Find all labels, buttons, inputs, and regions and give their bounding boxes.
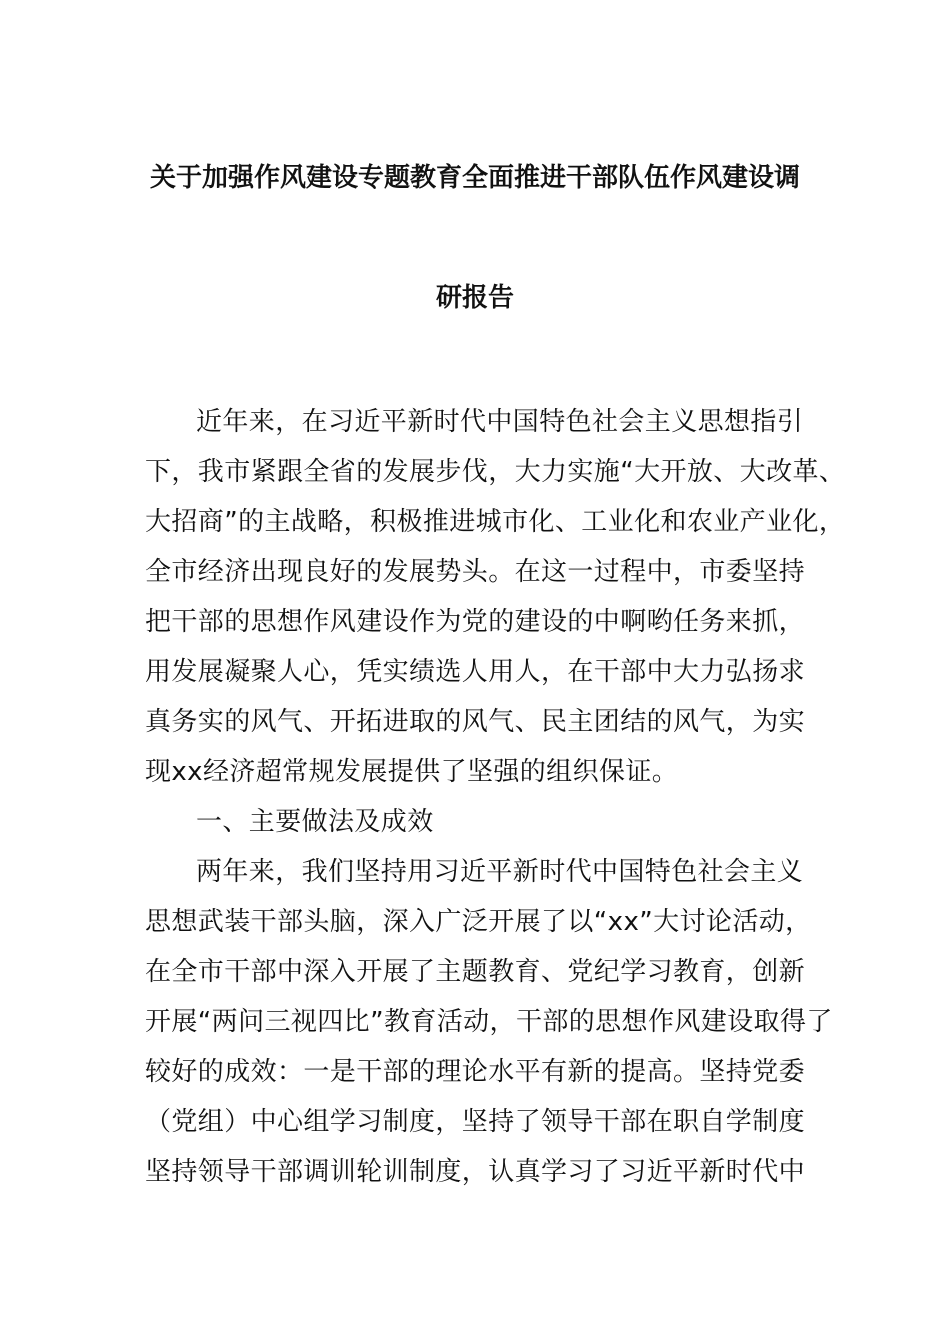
paragraph-line-4: 全市经济出现良好的发展势头。在这一过程中，市委坚持: [145, 557, 806, 587]
paragraph-line-13: 较好的成效：一是干部的理论水平有新的提高。坚持党委: [145, 1057, 806, 1087]
paragraph-line-9: 两年来，我们坚持用习近平新时代中国特色社会主义: [196, 857, 804, 887]
paragraph-line-11: 在全市干部中深入开展了主题教育、党纪学习教育，创新: [145, 957, 806, 987]
document-title-line-1: 关于加强作风建设专题教育全面推进干部队伍作风建设调: [149, 163, 800, 193]
paragraph-line-14: （党组）中心组学习制度，坚持了领导干部在职自学制度: [145, 1107, 806, 1137]
paragraph-line-5: 把干部的思想作风建设作为党的建设的中啊哟任务来抓，: [145, 607, 806, 637]
paragraph-line-8: 现xx经济超常规发展提供了坚强的组织保证。: [145, 757, 679, 787]
document-title-line-2: 研报告: [435, 283, 514, 313]
paragraph-line-15: 坚持领导干部调训轮训制度，认真学习了习近平新时代中: [145, 1157, 806, 1187]
section-heading: 一、主要做法及成效: [196, 807, 434, 837]
paragraph-line-6: 用发展凝聚人心，凭实绩选人用人，在干部中大力弘扬求: [145, 657, 806, 687]
paragraph-line-10: 思想武装干部头脑，深入广泛开展了以“xx”大讨论活动，: [145, 907, 812, 937]
paragraph-line-12: 开展“两问三视四比”教育活动，干部的思想作风建设取得了: [145, 1007, 833, 1037]
paragraph-line-2: 下，我市紧跟全省的发展步伐，大力实施“大开放、大改革、: [145, 457, 846, 487]
paragraph-line-1: 近年来，在习近平新时代中国特色社会主义思想指引: [196, 407, 804, 437]
paragraph-line-7: 真务实的风气、开拓进取的风气、民主团结的风气，为实: [145, 707, 806, 737]
paragraph-line-3: 大招商”的主战略，积极推进城市化、工业化和农业产业化，: [145, 507, 846, 537]
